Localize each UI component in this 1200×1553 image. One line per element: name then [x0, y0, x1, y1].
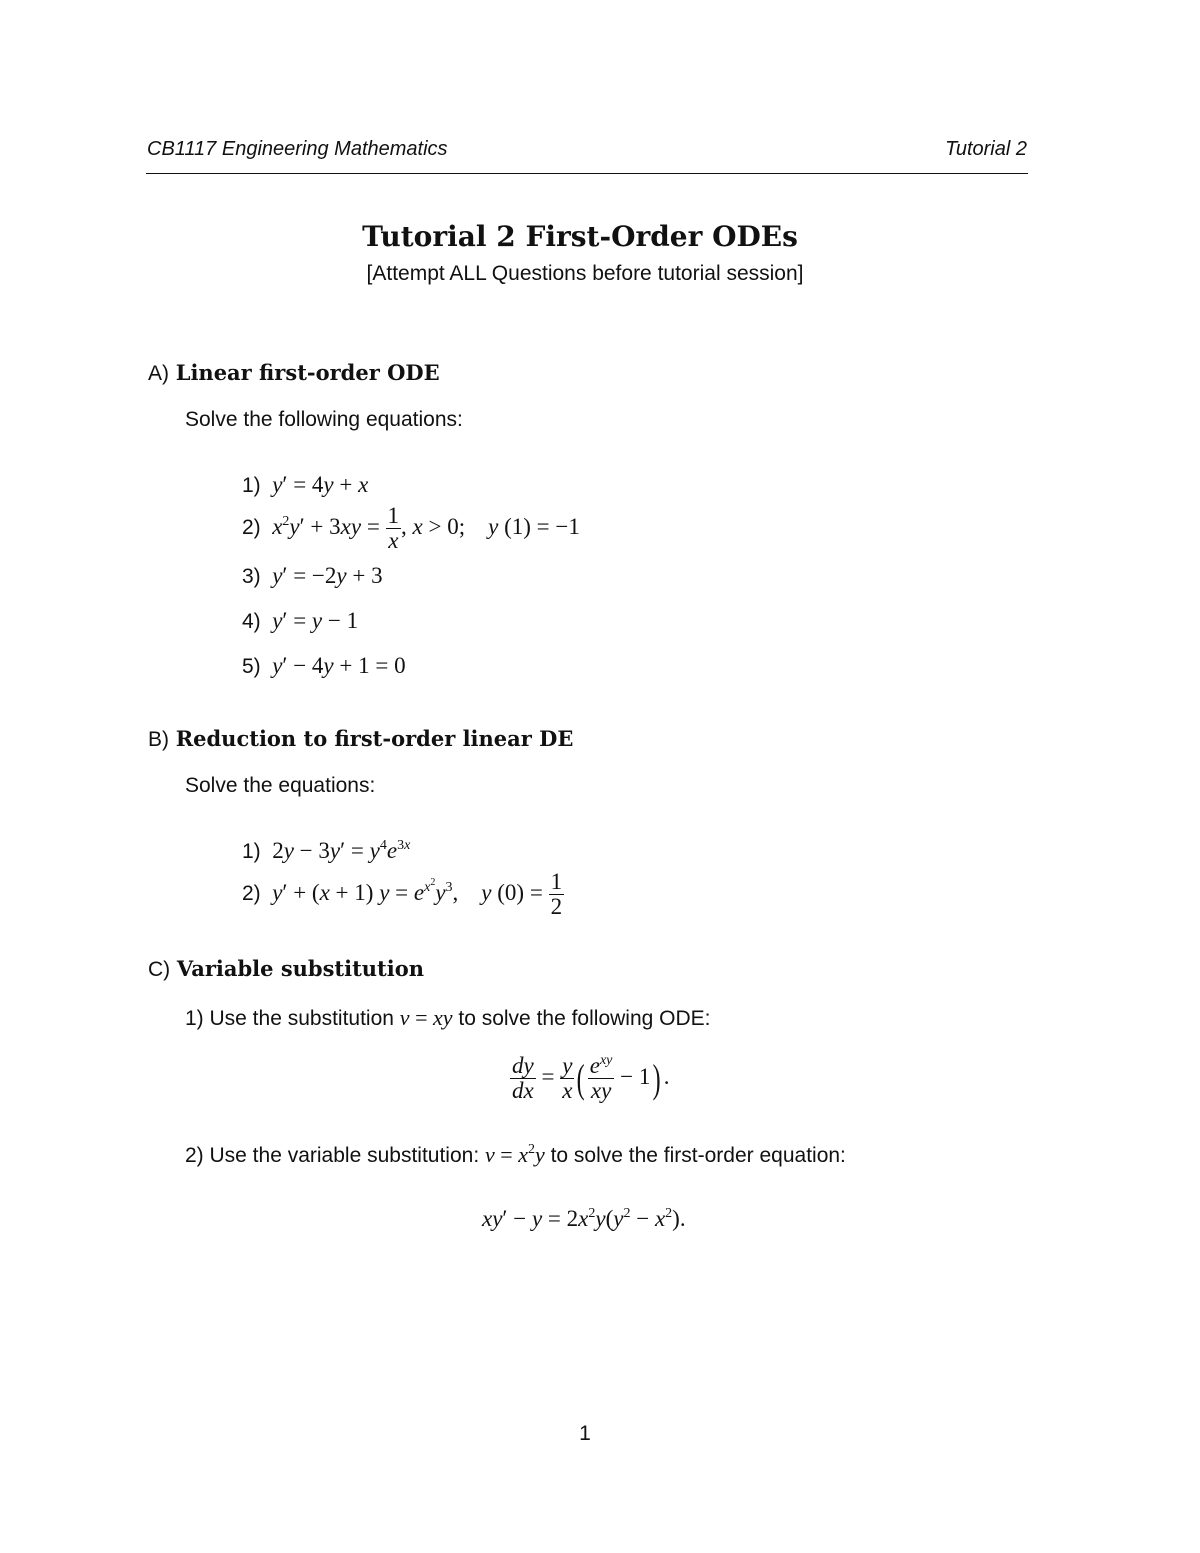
eq-a4: 4) y′ = y − 1	[242, 608, 359, 633]
section-b-title: Reduction to first-order linear DE	[175, 726, 574, 751]
eq-a4-label: 4)	[242, 610, 261, 633]
eq-b2: 2) y′ + (x + 1) $y = e^{x^2}y^3$, y (0) = $\frac{1}{2}$	[242, 869, 563, 919]
eq-a2-label: 2)	[242, 515, 261, 539]
eq-b1: 1) $2y - 3y' = y^4e^{3x}$	[242, 838, 411, 863]
page-number: 1	[579, 1422, 591, 1445]
section-b-heading	[148, 726, 573, 752]
eq-a1: 1) y′ = 4y + x	[242, 472, 369, 497]
question-c2-prefix: 2) Use the variable substitution:	[185, 1144, 480, 1167]
section-a-heading	[148, 360, 440, 386]
question-c2-suffix: to solve the first-order equation:	[550, 1144, 846, 1167]
section-a-letter: A)	[148, 362, 169, 385]
section-b-instruction: Solve the equations:	[185, 774, 376, 797]
question-c2: 2) Use the variable substitution: $v = x^2y$ to solve the first-order equation:	[185, 1142, 846, 1167]
page-subtitle: [Attempt ALL Questions before tutorial session]	[366, 262, 804, 285]
section-c-heading	[148, 956, 424, 982]
section-c-title: Variable substitution	[176, 956, 425, 981]
eq-a3-label: 3)	[242, 565, 261, 588]
eq-b1-label: 1)	[242, 840, 261, 863]
eq-a2: 2) $x^2y' + 3xy$ = $\frac{1}{x}$ , x > 0; y (1) = −1	[242, 503, 580, 553]
eq-a3: 3) y′ = −2y + 3	[242, 563, 383, 588]
section-b-letter: B)	[148, 728, 169, 751]
section-c-letter: C)	[148, 958, 171, 981]
course-header: CB1117 Engineering Mathematics	[147, 138, 448, 160]
question-c1: 1) Use the substitution v = xy to solve the following ODE:	[185, 1005, 711, 1030]
header-rule	[146, 173, 1028, 174]
page-title: Tutorial 2 First-Order ODEs	[362, 220, 798, 253]
eq-a5-label: 5)	[242, 655, 261, 678]
tutorial-header: Tutorial 2	[945, 138, 1027, 160]
section-a-title: Linear first-order ODE	[175, 360, 440, 385]
eq-c2: $xy' - y = 2x^2y(y^2 - x^2)$.	[482, 1206, 686, 1231]
question-c1-suffix: to solve the following ODE:	[458, 1007, 711, 1030]
question-c1-prefix: 1) Use the substitution	[185, 1007, 394, 1030]
eq-a1-label: 1)	[242, 474, 261, 497]
eq-a5: 5) y′ − 4y + 1 = 0	[242, 653, 406, 678]
eq-c1: $\frac{dy}{dx}$ = $\frac{y}{x}$ ( $\frac{e^{xy}}{xy}$ − 1) .	[512, 1053, 670, 1103]
section-a-instruction: Solve the following equations:	[185, 408, 463, 431]
eq-b2-label: 2)	[242, 881, 261, 905]
